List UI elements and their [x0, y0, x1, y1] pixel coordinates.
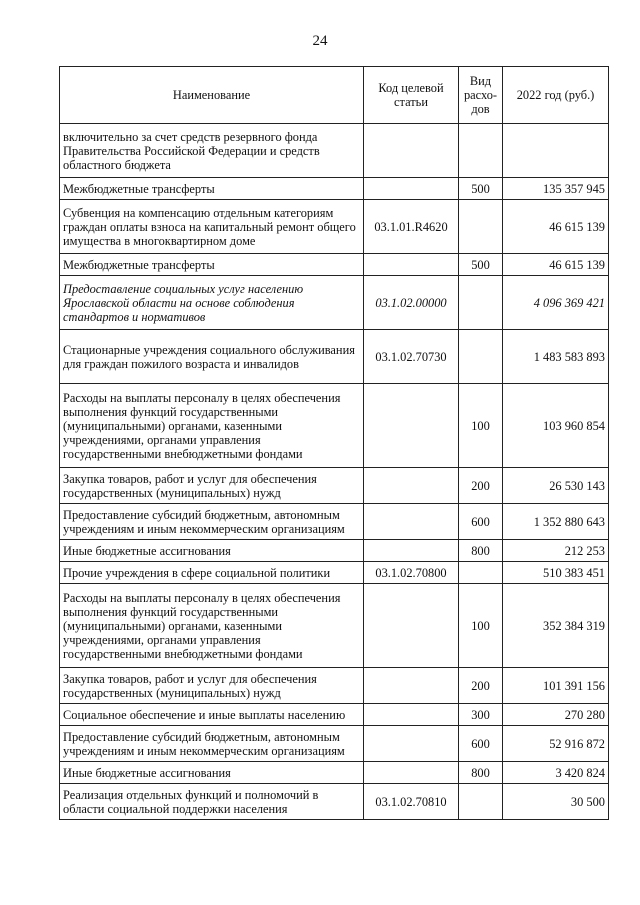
cell-amount: 46 615 139 [503, 200, 609, 254]
cell-name: Стационарные учреждения социального обслуживания для граждан пожилого возраста и инвалидов [60, 330, 364, 384]
table-row [60, 784, 609, 820]
header-amount: 2022 год (руб.) [503, 67, 609, 124]
cell-code [364, 504, 459, 540]
cell-amount: 52 916 872 [503, 726, 609, 762]
cell-code: 03.1.02.70730 [364, 330, 459, 384]
cell-type [459, 124, 503, 178]
header-name: Наименование [60, 67, 364, 124]
table-row [60, 584, 609, 668]
cell-amount: 101 391 156 [503, 668, 609, 704]
table-row [60, 562, 609, 584]
cell-code: 03.1.02.00000 [364, 276, 459, 330]
cell-amount: 352 384 319 [503, 584, 609, 668]
cell-amount: 1 483 583 893 [503, 330, 609, 384]
header-code: Код целевой статьи [364, 67, 459, 124]
cell-amount: 26 530 143 [503, 468, 609, 504]
cell-amount: 135 357 945 [503, 178, 609, 200]
cell-type [459, 200, 503, 254]
cell-amount [503, 124, 609, 178]
table-row [60, 124, 609, 178]
cell-amount: 103 960 854 [503, 384, 609, 468]
cell-name: Межбюджетные трансферты [60, 178, 364, 200]
cell-name: Закупка товаров, работ и услуг для обеспечения государственных (муниципальных) нужд [60, 468, 364, 504]
cell-amount: 46 615 139 [503, 254, 609, 276]
cell-amount: 4 096 369 421 [503, 276, 609, 330]
cell-code [364, 704, 459, 726]
cell-type: 300 [459, 704, 503, 726]
table-row [60, 200, 609, 254]
cell-code: 03.1.02.70810 [364, 784, 459, 820]
cell-type [459, 784, 503, 820]
table-row [60, 384, 609, 468]
cell-code [364, 124, 459, 178]
table-row [60, 762, 609, 784]
cell-name: Межбюджетные трансферты [60, 254, 364, 276]
cell-code [364, 254, 459, 276]
cell-code [364, 384, 459, 468]
cell-code [364, 468, 459, 504]
cell-type [459, 276, 503, 330]
cell-type: 500 [459, 254, 503, 276]
cell-type: 100 [459, 384, 503, 468]
cell-amount: 510 383 451 [503, 562, 609, 584]
cell-code: 03.1.01.R4620 [364, 200, 459, 254]
table-row [60, 254, 609, 276]
cell-name: включительно за счет средств резервного фонда Правительства Российской Федерации и средств областного бюджета [60, 124, 364, 178]
cell-name: Социальное обеспечение и иные выплаты населению [60, 704, 364, 726]
cell-name: Субвенция на компенсацию отдельным категориям граждан оплаты взноса на капитальный ремонт общего имущества в многоквартирном доме [60, 200, 364, 254]
cell-type [459, 562, 503, 584]
budget-table [59, 66, 609, 820]
cell-code [364, 762, 459, 784]
cell-name: Закупка товаров, работ и услуг для обеспечения государственных (муниципальных) нужд [60, 668, 364, 704]
cell-name: Предоставление субсидий бюджетным, автономным учреждениям и иным некоммерческим организациям [60, 726, 364, 762]
cell-code [364, 584, 459, 668]
cell-amount: 30 500 [503, 784, 609, 820]
table-row [60, 704, 609, 726]
cell-name: Иные бюджетные ассигнования [60, 762, 364, 784]
cell-code: 03.1.02.70800 [364, 562, 459, 584]
cell-name: Предоставление субсидий бюджетным, автономным учреждениям и иным некоммерческим организациям [60, 504, 364, 540]
cell-code [364, 540, 459, 562]
cell-amount: 1 352 880 643 [503, 504, 609, 540]
cell-type: 800 [459, 762, 503, 784]
table-row [60, 726, 609, 762]
cell-amount: 212 253 [503, 540, 609, 562]
table-row [60, 178, 609, 200]
table-row [60, 468, 609, 504]
cell-type: 200 [459, 668, 503, 704]
cell-code [364, 668, 459, 704]
cell-type: 200 [459, 468, 503, 504]
cell-name: Предоставление социальных услуг населению Ярославской области на основе соблюдения стандартов и нормативов [60, 276, 364, 330]
table-row [60, 540, 609, 562]
cell-amount: 270 280 [503, 704, 609, 726]
cell-amount: 3 420 824 [503, 762, 609, 784]
table-row [60, 276, 609, 330]
cell-type: 600 [459, 726, 503, 762]
cell-name: Прочие учреждения в сфере социальной политики [60, 562, 364, 584]
cell-code [364, 726, 459, 762]
cell-type: 600 [459, 504, 503, 540]
cell-name: Расходы на выплаты персоналу в целях обеспечения выполнения функций государственными (муниципальными) органами, казенными учреждениями, органами управления государственными внебюджетными фондами [60, 584, 364, 668]
table-row [60, 504, 609, 540]
cell-type [459, 330, 503, 384]
cell-type: 800 [459, 540, 503, 562]
cell-type: 100 [459, 584, 503, 668]
cell-type: 500 [459, 178, 503, 200]
table-header-row [60, 67, 609, 124]
header-type: Вид расхо-дов [459, 67, 503, 124]
cell-name: Реализация отдельных функций и полномочий в области социальной поддержки населения [60, 784, 364, 820]
cell-name: Иные бюджетные ассигнования [60, 540, 364, 562]
cell-name: Расходы на выплаты персоналу в целях обеспечения выполнения функций государственными (муниципальными) органами, казенными учреждениями, органами управления государственными внебюджетными фондами [60, 384, 364, 468]
page-number: 24 [312, 33, 328, 49]
table-row [60, 668, 609, 704]
table-row [60, 330, 609, 384]
cell-code [364, 178, 459, 200]
